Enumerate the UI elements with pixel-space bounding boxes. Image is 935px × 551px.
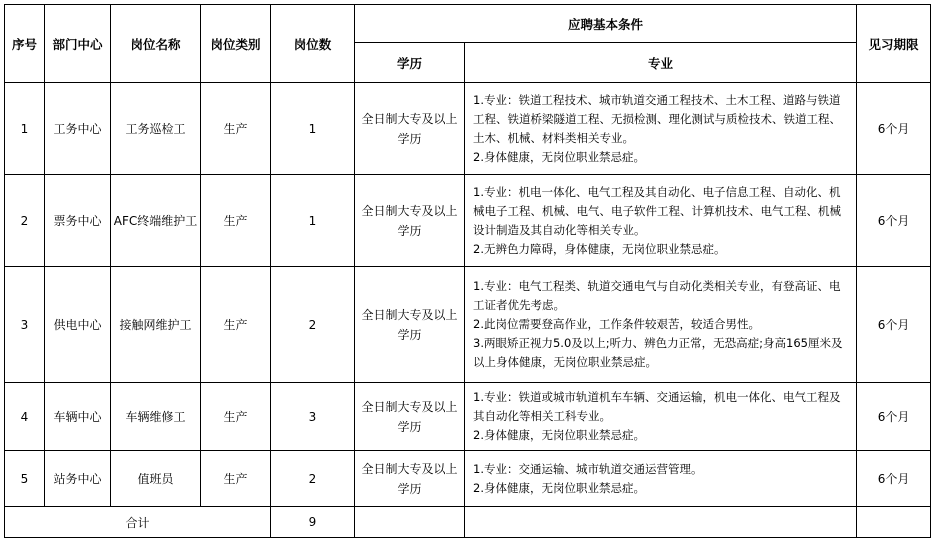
- requirement-line: 2.此岗位需要登高作业，工作条件较艰苦，较适合男性。: [473, 317, 760, 331]
- requirement-line: 2.无辨色力障碍，身体健康，无岗位职业禁忌症。: [473, 241, 726, 256]
- total-major-empty: [465, 507, 857, 538]
- header-position-name: 岗位名称: [111, 5, 201, 83]
- row-department: 票务中心: [45, 175, 111, 267]
- table-row: [5, 267, 931, 383]
- header-position-type: 岗位类别: [201, 5, 271, 83]
- row-education: 全日制大专及以上学历: [355, 451, 465, 507]
- row-position-name: 工务巡检工: [111, 83, 201, 175]
- row-education: 全日制大专及以上学历: [355, 267, 465, 383]
- row-position-type: 生产: [201, 175, 271, 267]
- table-row: [5, 451, 931, 507]
- row-department: 供电中心: [45, 267, 111, 383]
- total-period-empty: [857, 507, 931, 538]
- header-count: 岗位数: [271, 5, 355, 83]
- row-requirements: [465, 267, 857, 383]
- row-education: 全日制大专及以上学历: [355, 175, 465, 267]
- requirement-line: 1.专业：铁道工程技术、城市轨道交通工程技术、土木工程、道路与铁道工程、铁道桥梁隧道工程、无损检测、理化测试与质检技术、铁道工程、土木、机械、材料类相关专业。: [473, 92, 841, 145]
- row-position-type: 生产: [201, 451, 271, 507]
- requirement-line: 1.专业：机电一体化、电气工程及其自动化、电子信息工程、自动化、机械电子工程、机械、电气、电子软件工程、计算机技术、电气工程、机械设计制造及其自动化等相关专业。: [473, 184, 841, 237]
- total-count: 9: [271, 507, 355, 538]
- header-major: 专业: [465, 43, 857, 83]
- row-position-name: 值班员: [111, 451, 201, 507]
- table-row: [5, 83, 931, 175]
- requirement-line: 2.身体健康，无岗位职业禁忌症。: [473, 480, 645, 495]
- recruitment-table: [4, 4, 931, 538]
- row-position-type: 生产: [201, 267, 271, 383]
- requirement-line: 1.专业：电气工程类、轨道交通电气与自动化类相关专业，有登高证、电工证者优先考虑。: [473, 279, 841, 312]
- row-department: 站务中心: [45, 451, 111, 507]
- header-education: 学历: [355, 43, 465, 83]
- row-count: 1: [271, 175, 355, 267]
- row-department: 工务中心: [45, 83, 111, 175]
- header-basic-conditions: 应聘基本条件: [355, 5, 857, 43]
- row-requirements: [465, 83, 857, 175]
- row-count: 2: [271, 267, 355, 383]
- row-index: 4: [5, 383, 45, 451]
- row-education: 全日制大专及以上学历: [355, 83, 465, 175]
- row-index: 3: [5, 267, 45, 383]
- row-requirements: [465, 175, 857, 267]
- total-label: 合计: [5, 507, 271, 538]
- row-internship-period: 6个月: [857, 383, 931, 451]
- row-position-type: 生产: [201, 83, 271, 175]
- row-index: 2: [5, 175, 45, 267]
- table-row: [5, 383, 931, 451]
- row-position-type: 生产: [201, 383, 271, 451]
- row-internship-period: 6个月: [857, 451, 931, 507]
- row-position-name: 接触网维护工: [111, 267, 201, 383]
- requirement-line: 3.两眼矫正视力5.0及以上;听力、辨色力正常，无恐高症;身高165厘米及以上身体健康，无岗位职业禁忌症。: [473, 336, 843, 369]
- requirement-line: 2.身体健康，无岗位职业禁忌症。: [473, 149, 645, 164]
- header-internship-period: 见习期限: [857, 5, 931, 83]
- requirement-line: 2.身体健康，无岗位职业禁忌症。: [473, 428, 645, 442]
- row-internship-period: 6个月: [857, 83, 931, 175]
- row-internship-period: 6个月: [857, 175, 931, 267]
- requirement-line: 1.专业：交通运输、城市轨道交通运营管理。: [473, 461, 703, 476]
- table-row: [5, 175, 931, 267]
- header-index: 序号: [5, 5, 45, 83]
- row-position-name: 车辆维修工: [111, 383, 201, 451]
- row-education: 全日制大专及以上学历: [355, 383, 465, 451]
- row-internship-period: 6个月: [857, 267, 931, 383]
- row-position-name: AFC终端维护工: [111, 175, 201, 267]
- row-requirements: [465, 383, 857, 451]
- row-index: 5: [5, 451, 45, 507]
- row-count: 2: [271, 451, 355, 507]
- header-department: 部门中心: [45, 5, 111, 83]
- row-department: 车辆中心: [45, 383, 111, 451]
- row-count: 1: [271, 83, 355, 175]
- total-education-empty: [355, 507, 465, 538]
- row-count: 3: [271, 383, 355, 451]
- row-requirements: [465, 451, 857, 507]
- total-row: [5, 507, 931, 538]
- row-index: 1: [5, 83, 45, 175]
- requirement-line: 1.专业：铁道或城市轨道机车车辆、交通运输，机电一体化、电气工程及其自动化等相关工科专业。: [473, 390, 841, 423]
